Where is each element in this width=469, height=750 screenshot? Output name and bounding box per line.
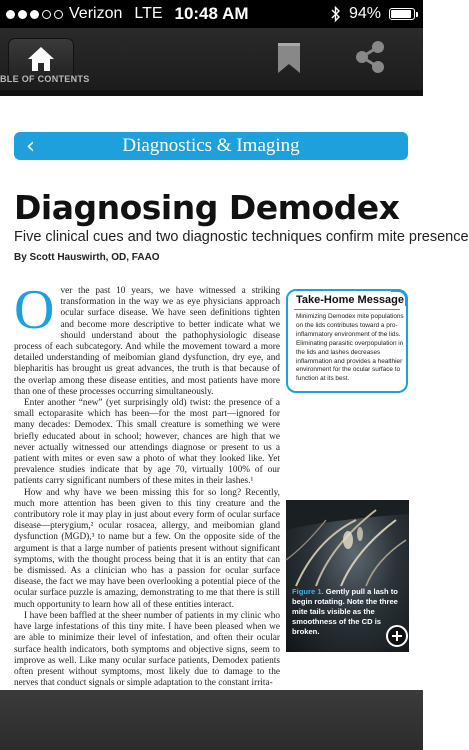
figure-label: Figure 1. — [292, 587, 324, 596]
expand-figure-button[interactable] — [386, 625, 408, 647]
drop-cap: O — [14, 279, 55, 341]
reader-toolbar — [0, 28, 423, 90]
article-paragraph: Enter another “new” (yet surprisingly old) twist: the presence of a small ectoparasite which has been—for the most part—ignored for many decades: Demodex. This small creature is something we were briefly educated about in school; however, chances are high that we never actually witnessed our attendings diagnose or present to us a patient with mites or even saw a photo of what they looked like. Yet prevalence studies indicate that by age 70, virtually 100% of our patients carry significant numbers of these mites in their lashes.¹ — [14, 398, 280, 487]
take-home-divider — [294, 309, 400, 310]
figure-caption-text: Gently pull a lash to begin rotating. Note the three mite tails visible as the smoothness of the CD is broken. — [292, 587, 398, 636]
bluetooth-icon — [331, 6, 341, 22]
back-chevron-icon[interactable]: ‹ — [26, 134, 35, 159]
home-icon — [26, 45, 56, 73]
section-title: Diagnostics & Imaging — [122, 135, 300, 156]
battery-percent: 94% — [348, 5, 381, 22]
take-home-body: Minimizing Demodex mite populations on the lids contributes toward a pro-inflammatory environment of the lids. Eliminating parasitic overpopulation in the lids and lashes decreases inflammation and provides a healthier environment for the ocular surface to function at its best. — [296, 313, 404, 383]
article-byline: By Scott Hauswirth, OD, FAAO — [14, 252, 160, 263]
plus-icon — [391, 630, 403, 642]
article-deck: Five clinical cues and two diagnostic techniques confirm mite presence — [14, 229, 469, 245]
status-time: 10:48 AM — [174, 4, 249, 23]
battery-fill — [391, 10, 411, 18]
carrier-name: Verizon — [69, 5, 123, 22]
network-type: LTE — [134, 5, 163, 22]
paragraph-text: ver the past 10 years, we have witnessed a striking transformation in the way we as eye physicians approach ocular surface disease. We have seen definitions tighten and become more descriptive to better indicate what we should understand about the pathophysiologic disease process of each subcategory. And while the movement toward a more detailed understanding of meibomian gland dysfunction, dry eye, and blepharitis has brought us great advances, the truth is that because of the overlap among these disease entities, and most patients have more than one of these processes occurring simultaneously. — [14, 286, 280, 397]
table-of-contents-link[interactable]: BLE OF CONTENTS — [0, 74, 90, 84]
article-body — [14, 279, 280, 689]
status-bar — [0, 0, 423, 28]
take-home-title: Take-Home Message — [296, 294, 405, 306]
bottom-bar — [0, 690, 423, 750]
article-headline: Diagnosing Demodex — [14, 188, 400, 227]
battery-icon — [389, 8, 415, 20]
bookmark-icon[interactable] — [276, 42, 302, 74]
article-paragraph — [14, 279, 280, 398]
article-paragraph: I have been baffled at the sheer number of patients in my clinic who have large infestations of this tiny mite. I have been pleased when we are able to minimize their level of infestation, and often their ocular surface health indicators, both symptoms and objective signs, seem to improve as well. Like many ocular surface patients, Demodex patients often present without symptoms, most likely due to damage to the nerves that conduct signals or simple adaptation to the constant irrita- — [14, 610, 280, 689]
magazine-page[interactable] — [0, 96, 469, 690]
section-banner[interactable] — [14, 132, 408, 160]
eyelash-photo — [286, 500, 409, 586]
take-home-box — [286, 289, 408, 393]
article-paragraph: How and why have we been missing this for so long? Recently, much more attention has been given to this tiny creature and the contributory role it may play in just about every form of ocular surface disease—pterygium,² ocular rosacea, allergy, and meibomian gland dysfunction (MGD),³ to name but a few. On the opposite side of the argument is that a large number of patients present without significant symptoms, with the thought process being that it is an entity that can be dismissed. As a clinician who has a passion for ocular surface disease, the fact we may have been overlooking a potential piece of the ocular surface puzzle is amazing, demonstrating to me that there is still much opportunity to learn how all of these entities interact. — [14, 487, 280, 610]
share-icon[interactable] — [354, 40, 386, 74]
status-right — [331, 5, 415, 23]
